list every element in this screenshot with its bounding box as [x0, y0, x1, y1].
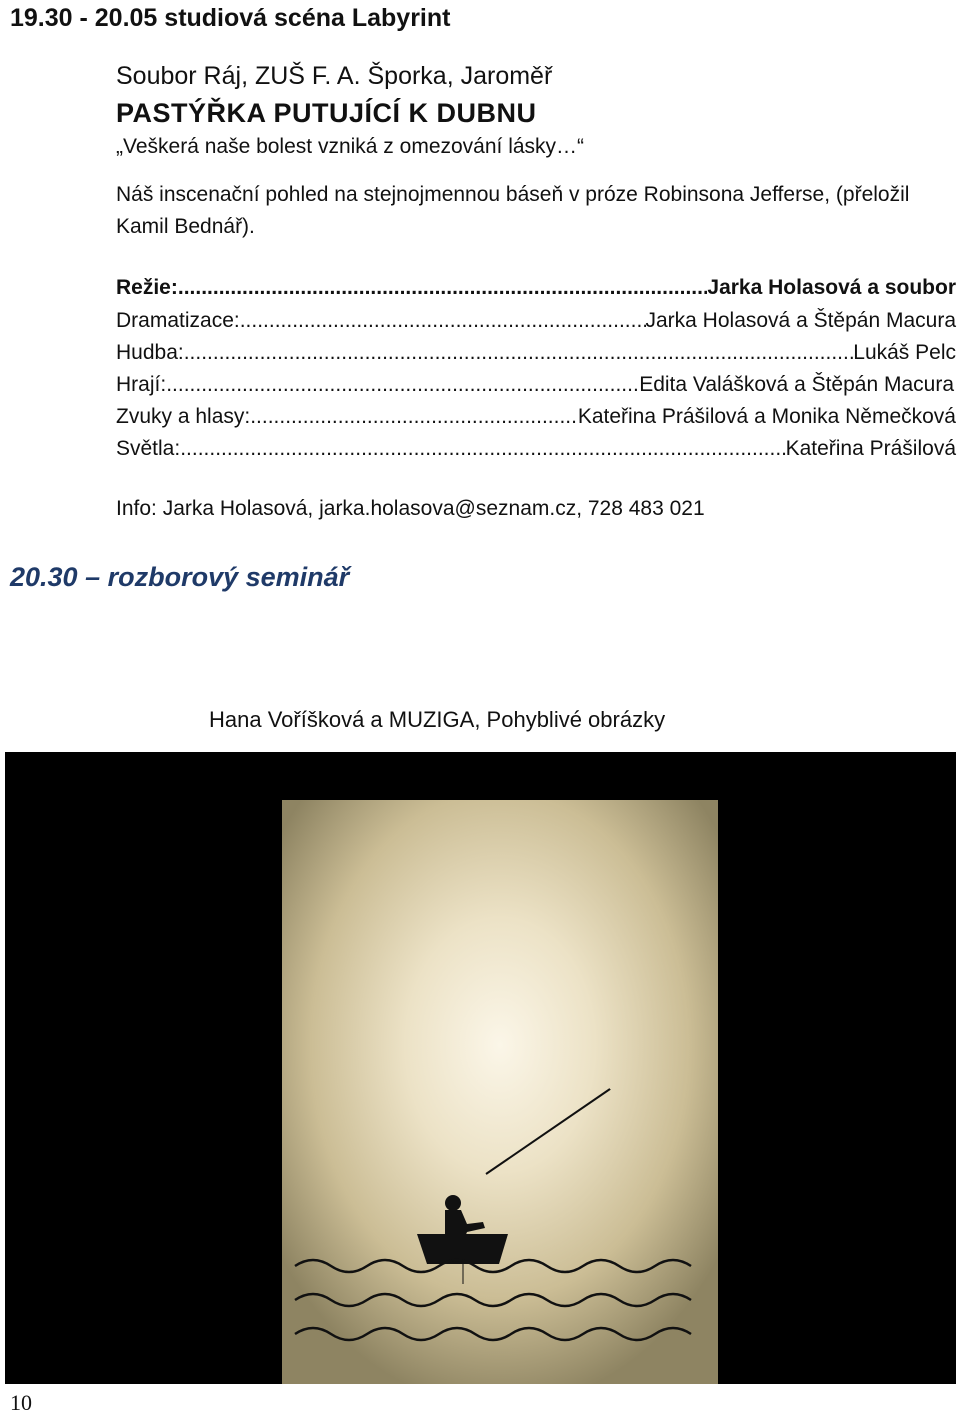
- credit-leader-dots: [240, 309, 646, 333]
- shadow-theatre-photo: [5, 752, 956, 1384]
- credit-label: Zvuky a hlasy:: [116, 405, 251, 428]
- credit-leader-dots: [178, 276, 708, 300]
- credit-label: Dramatizace:: [116, 309, 240, 332]
- contact-info: Info: Jarka Holasová, jarka.holasova@seznam.cz, 728 483 021: [116, 497, 705, 520]
- ensemble-name: Soubor Ráj, ZUŠ F. A. Šporka, Jaroměř: [116, 62, 553, 90]
- credit-label: Světla:: [116, 437, 181, 460]
- credit-label: Hrají:: [116, 373, 167, 396]
- performance-quote: „Veškerá naše bolest vzniká z omezování lásky…“: [116, 135, 585, 158]
- credit-label: Hudba:: [116, 341, 184, 364]
- credit-row-cast: [116, 373, 954, 397]
- credit-leader-dots: [180, 437, 785, 461]
- page-number: 10: [10, 1390, 32, 1415]
- credit-row-music: [116, 341, 956, 365]
- credit-value: Jarka Holasová a soubor: [707, 276, 956, 299]
- performance-description: Náš inscenační pohled na stejnojmennou báseň v próze Robinsona Jefferse, (přeložil Kamil Bednář).: [116, 183, 910, 238]
- time-venue-heading: 19.30 - 20.05 studiová scéna Labyrint: [10, 4, 451, 32]
- photo-caption: Hana Voříšková a MUZIGA, Pohyblivé obrázky: [209, 707, 666, 732]
- credit-value: Jarka Holasová a Štěpán Macura: [645, 309, 956, 332]
- performance-title: PASTÝŘKA PUTUJÍCÍ K DUBNU: [116, 98, 537, 128]
- seminar-heading: 20.30 – rozborový seminář: [10, 562, 350, 592]
- credit-label: Režie:: [116, 276, 178, 299]
- credit-row-sound: [116, 405, 956, 429]
- credit-leader-dots: [250, 405, 578, 429]
- credit-leader-dots: [184, 341, 854, 365]
- credit-value: Kateřina Prášilová: [785, 437, 956, 460]
- credit-value: Kateřina Prášilová a Monika Němečková: [577, 405, 956, 428]
- credit-row-lights: [116, 437, 956, 461]
- credit-value: Lukáš Pelc: [853, 341, 956, 364]
- credit-value: Edita Valášková a Štěpán Macura: [639, 373, 954, 396]
- credit-row-dramatization: [116, 309, 956, 333]
- credit-row-direction: [116, 276, 956, 300]
- credit-leader-dots: [166, 373, 639, 397]
